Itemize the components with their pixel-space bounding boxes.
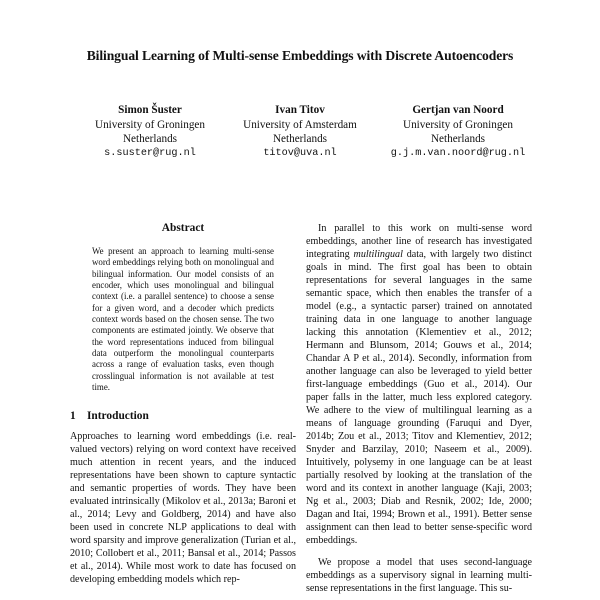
left-column — [70, 222, 296, 586]
author-block — [0, 103, 600, 163]
author-email: g.j.m.van.noord@rug.nl — [390, 147, 526, 159]
author-3 — [386, 103, 530, 161]
author-email: s.suster@rug.nl — [104, 147, 196, 159]
paper-title: Bilingual Learning of Multi-sense Embeddings with Discrete Autoencoders — [86, 48, 514, 63]
author-1 — [88, 103, 212, 161]
right-column — [306, 222, 532, 595]
author-country: Netherlands — [272, 133, 328, 145]
author-affiliation: University of Amsterdam — [243, 118, 357, 131]
section-title: Introduction — [87, 410, 149, 423]
body-text-italic: multilingual — [353, 249, 403, 260]
author-email: titov@uva.nl — [263, 147, 337, 159]
author-name: Ivan Titov — [275, 104, 325, 116]
section-heading-introduction — [70, 410, 296, 422]
author-affiliation: University of Groningen — [403, 118, 513, 131]
body-text-run: In parallel to this work on multi-sense word embeddings, another line of research has investigated integrating — [306, 223, 532, 260]
author-name: Gertjan van Noord — [412, 104, 504, 116]
author-country: Netherlands — [430, 133, 486, 145]
abstract-heading: Abstract — [161, 222, 205, 234]
body-paragraph-2: We propose a model that uses second-language embeddings as a supervisory signal in learning multi-sense representations in the first language. This su- — [306, 557, 532, 594]
body-paragraph-1 — [306, 222, 532, 547]
author-country: Netherlands — [122, 133, 178, 145]
section-number: 1 — [70, 410, 76, 423]
introduction-paragraph: Approaches to learning word embeddings (i.e. real-valued vectors) relying on word context have received much attention in recent years, and the induced representations have been shown to capture syntactic and semantic properties of words. They have been evaluated intrinsically (Mikolov et al., 2013a; Baroni et al., 2014; Levy and Goldberg, 2014) and have also been used in concrete NLP applications to deal with word sparsity and improve generalization (Turian et al., 2010; Collobert et al., 2011; Bansal et al., 2014; Passos et al., 2014). While most work to date has focused on developing embedding models which rep- — [70, 431, 296, 586]
author-2 — [232, 103, 368, 161]
body-text-run: data, with largely two distinct goals in mind. The first goal has been to obtain representations for several languages in the same semantic space, which then enables the transfer of a model (e.g., a syntactic parser) trained on annotated training data in one language to another language lacking this annotation (Klementiev et al., 2012; Hermann and Blunsom, 2014; Gouws et al., 2014; Chandar A P et al., 2014). Secondly, information from another language can also be leveraged to yield better first-language embeddings (Guo et al., 2014). Our paper falls in the latter, much less explored category. We adhere to the view of multilingual learning as a means of language grounding (Faruqui and Dyer, 2014b; Zou et al., 2013; Titov and Klementiev, 2012; Snyder and Barzilay, 2010; Naseem et al., 2009). Intuitively, polysemy in one language can be at least partially resolved by looking at the translation of the word and its context in another language (Kaji, 2003; Ng et al., 2003; Diab and Resnik, 2002; Ide, 2000; Dagan and Itai, 1994; Brown et al., 1991). Better sense assignment can then lead to better sense-specific word embeddings. — [306, 249, 532, 546]
abstract-text: We present an approach to learning multi-sense word embeddings relying both on monolingual and bilingual information. Our model consists of an encoder, which uses monolingual and bilingual context (i.e. a parallel sentence) to choose a sense for a given word, and a decoder which predicts context words based on the chosen sense. The two components are estimated jointly. We observe that the word representations induced from bilingual data outperform the monolingual counterparts across a range of evaluation tasks, even though crosslingual information is not available at test time. — [92, 246, 274, 393]
author-affiliation: University of Groningen — [95, 118, 205, 131]
author-name: Simon Šuster — [118, 104, 182, 116]
